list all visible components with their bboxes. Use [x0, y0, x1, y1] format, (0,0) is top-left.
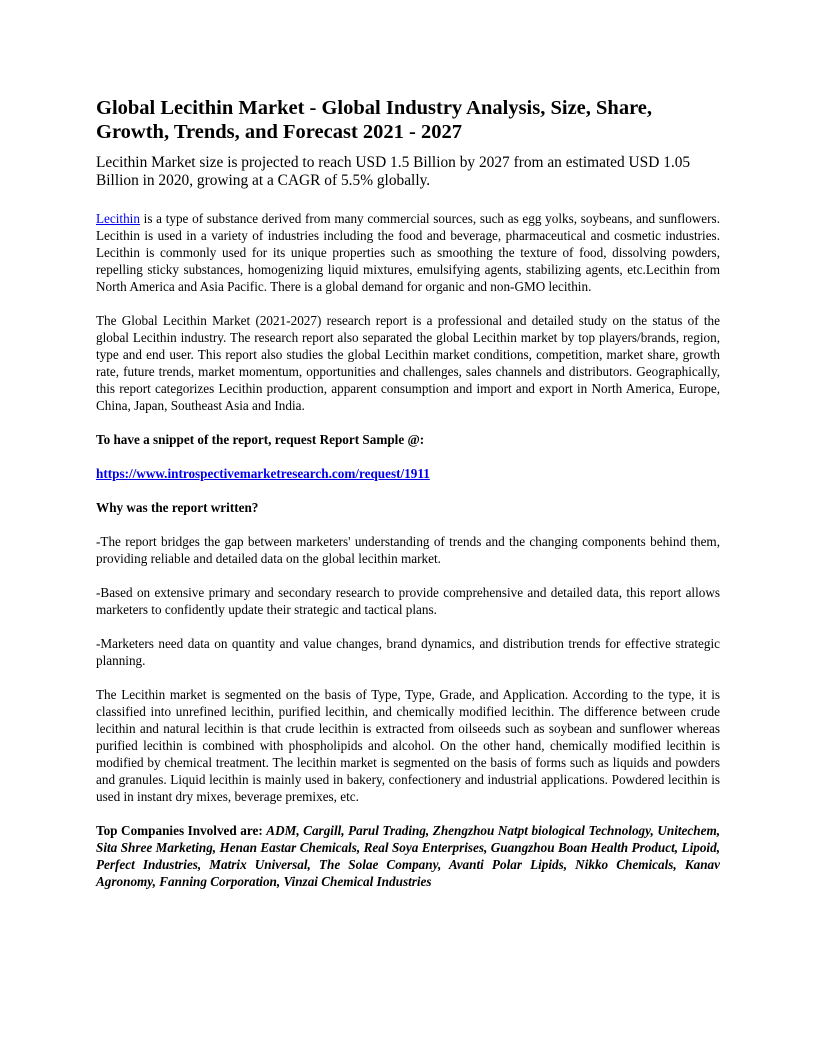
sample-heading: To have a snippet of the report, request Report Sample @: — [96, 432, 425, 447]
why-heading: Why was the report written? — [96, 500, 259, 515]
segmentation-paragraph: The Lecithin market is segmented on the basis of Type, Type, Grade, and Application. According to the type, it is classified into unrefined lecithin, purified lecithin, and chemically modified lecithin. The difference between crude lecithin and natural lecithin is that crude lecithin is extracted from oilseeds such as soybean and sunflower whereas purified lecithin is combined with phospholipids and alcohol. On the other hand, chemically modified lecithin is modified by chemical treatment. The lecithin market is segmented on the basis of forms such as liquids and powders and granules. Liquid lecithin is mainly used in bakery, confectionery and industrial applications. Powdered lecithin is used in instant dry mixes, beverage premixes, etc. — [96, 687, 720, 804]
companies-label: Top Companies Involved are: — [96, 823, 267, 838]
why-point: -The report bridges the gap between marketers' understanding of trends and the changing components behind them, providing reliable and detailed data on the global lecithin market. — [96, 534, 720, 566]
companies-list: ADM, Cargill, Parul Trading, Zhengzhou Natpt biological Technology, Unitechem, Sita Shree Marketing, Henan Eastar Chemicals, Real Soya Enterprises, Guangzhou Boan Health Product, Lipoid, Perfect Industries, Matrix Universal, The Solae Company, Avanti Polar Lipids, Nikko Chemicals, Kanav Agronomy, Fanning Corporation, Vinzai Chemical Industries — [96, 823, 720, 889]
page-title: Global Lecithin Market - Global Industry Analysis, Size, Share, Growth, Trends, and Forecast 2021 - 2027 — [96, 97, 653, 143]
intro-paragraph — [96, 210, 720, 295]
sample-link-paragraph — [96, 465, 720, 482]
intro-text: is a type of substance derived from many commercial sources, such as egg yolks, soybeans, and sunflowers. Lecithin is used in a variety of industries including the food and beverage, pharmaceutical and cosmetic industries. Lecithin is commonly used for its unique properties such as smoothing the texture of food, dissolving powders, repelling sticky substances, homogenizing liquid mixtures, emulsifying agents, stabilizing agents, etc.Lecithin from North America and Asia Pacific. There is a global demand for organic and non-GMO lecithin. — [96, 211, 720, 294]
why-point: -Marketers need data on quantity and value changes, brand dynamics, and distribution trends for effective strategic planning. — [96, 636, 720, 668]
companies-paragraph — [96, 822, 720, 890]
lecithin-link[interactable]: Lecithin — [96, 211, 140, 226]
document-page — [96, 96, 720, 890]
sample-request-link[interactable]: https://www.introspectivemarketresearch.com/request/1911 — [96, 466, 430, 481]
why-point: -Based on extensive primary and secondary research to provide comprehensive and detailed data, this report allows marketers to confidently update their strategic and tactical plans. — [96, 585, 720, 617]
market-size-summary: Lecithin Market size is projected to reach USD 1.5 Billion by 2027 from an estimated USD 1.05 Billion in 2020, growing at a CAGR of 5.5% globally. — [96, 154, 691, 189]
report-paragraph: The Global Lecithin Market (2021-2027) research report is a professional and detailed study on the status of the global Lecithin industry. The research report also separated the global Lecithin market by top players/brands, region, type and end user. This report also studies the global Lecithin market conditions, competition, market share, growth rate, future trends, market momentum, opportunities and challenges, sales channels and distributors. Geographically, this report categorizes Lecithin production, apparent consumption and import and export in North America, Europe, China, Japan, Southeast Asia and India. — [96, 313, 720, 413]
